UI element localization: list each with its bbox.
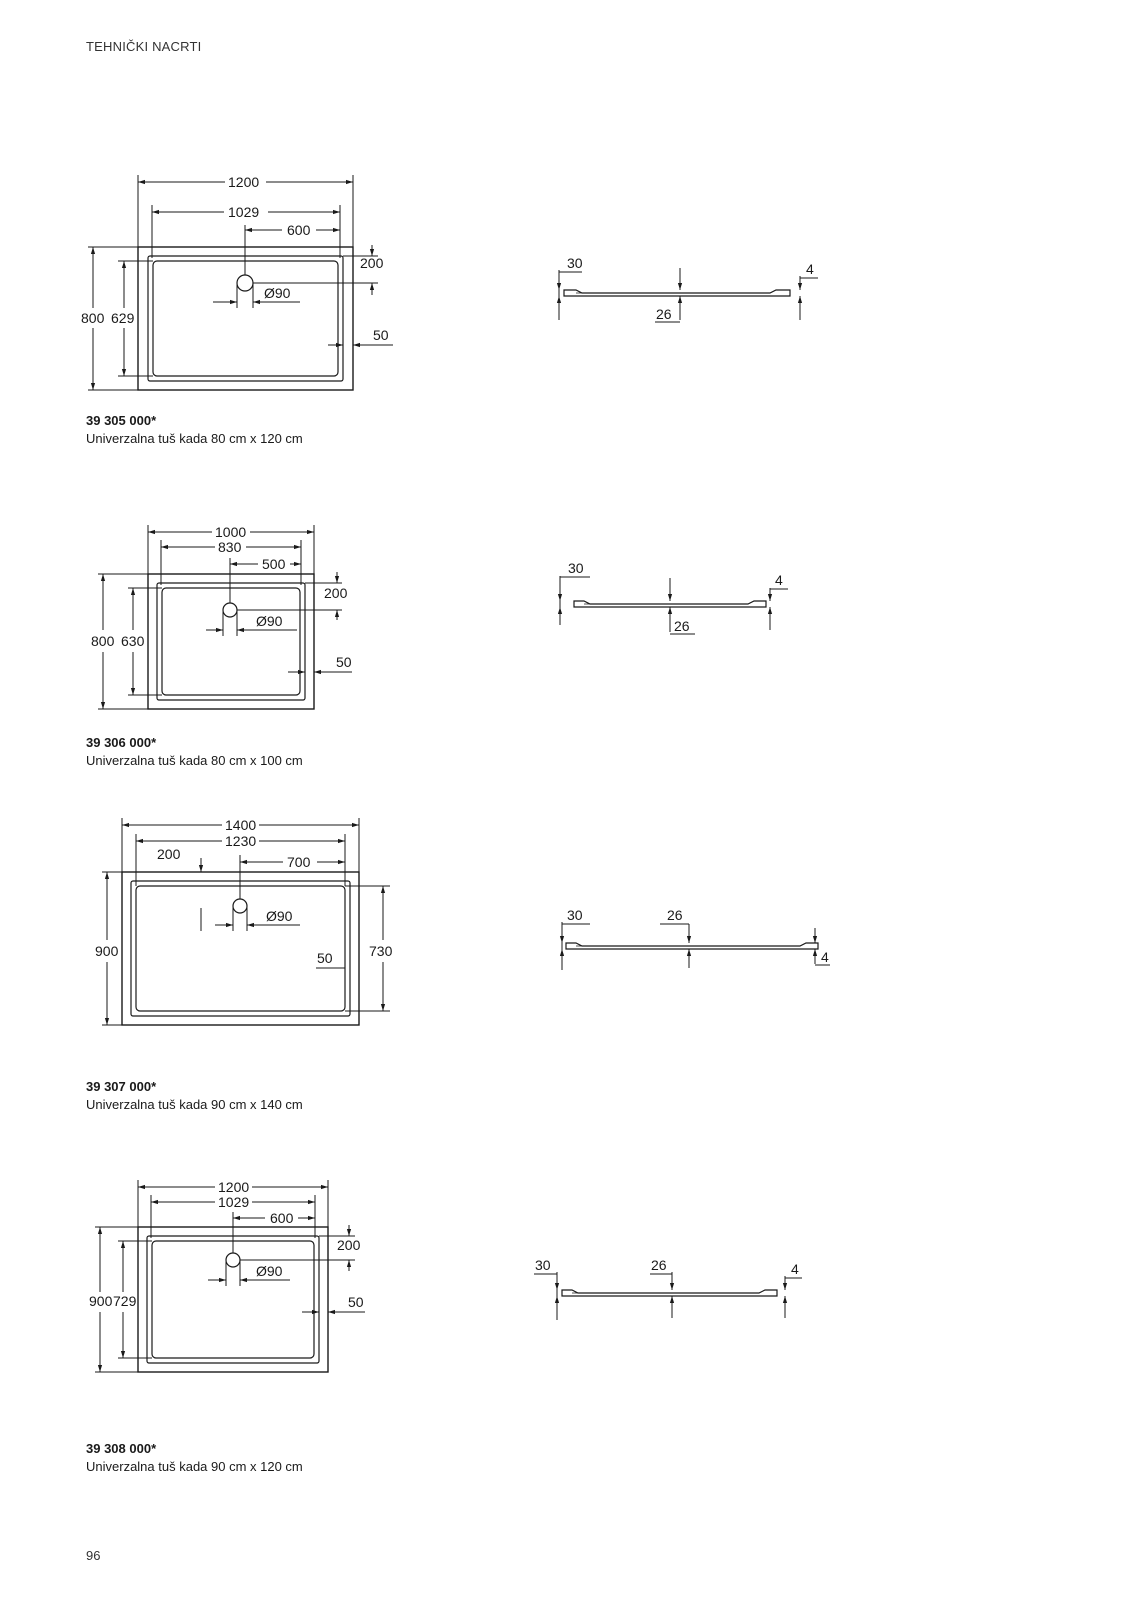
tray-inner-rim bbox=[157, 583, 305, 700]
tray-inner-rim bbox=[147, 1236, 319, 1363]
dim-rim: 50 bbox=[373, 327, 389, 343]
plan-view-39306 bbox=[91, 524, 352, 709]
dim-drain-y: 200 bbox=[360, 255, 384, 271]
dim-height: 800 bbox=[81, 310, 105, 326]
dim-width: 1200 bbox=[218, 1179, 250, 1195]
drain-hole bbox=[233, 899, 247, 913]
section-height: 30 bbox=[535, 1257, 551, 1273]
dim-drain-x: 700 bbox=[287, 854, 311, 870]
dim-drain-x: 600 bbox=[270, 1210, 294, 1226]
dim-drain-x: 600 bbox=[287, 222, 311, 238]
section-depth: 26 bbox=[674, 618, 690, 634]
dim-rim: 50 bbox=[317, 950, 333, 966]
dim-inner-height: 729 bbox=[113, 1293, 137, 1309]
section-view-39306 bbox=[560, 560, 788, 634]
section-height: 30 bbox=[568, 560, 584, 576]
section-height: 30 bbox=[567, 255, 583, 271]
product-description: Univerzalna tuš kada 80 cm x 120 cm bbox=[86, 431, 303, 446]
section-depth: 26 bbox=[667, 907, 683, 923]
drain-hole bbox=[237, 275, 253, 291]
product-code: 39 306 000* bbox=[86, 735, 157, 750]
dim-height: 900 bbox=[89, 1293, 113, 1309]
drain-hole bbox=[223, 603, 237, 617]
tray-inner-rim bbox=[131, 881, 350, 1016]
section-view-39305 bbox=[559, 255, 818, 322]
dim-inner-height: 630 bbox=[121, 633, 145, 649]
section-edge: 4 bbox=[791, 1261, 799, 1277]
tray-basin bbox=[136, 886, 345, 1011]
section-view-39308 bbox=[534, 1257, 802, 1320]
section-edge: 4 bbox=[821, 949, 829, 965]
page-header-title: TEHNIČKI NACRTI bbox=[86, 39, 202, 54]
section-height: 30 bbox=[567, 907, 583, 923]
dim-rim: 50 bbox=[348, 1294, 364, 1310]
section-edge: 4 bbox=[775, 572, 783, 588]
tray-basin bbox=[153, 261, 338, 376]
dim-drain-diameter: Ø90 bbox=[264, 285, 291, 301]
dim-drain-y: 200 bbox=[337, 1237, 361, 1253]
section-depth: 26 bbox=[651, 1257, 667, 1273]
product-code: 39 308 000* bbox=[86, 1441, 157, 1456]
dim-drain-diameter: Ø90 bbox=[256, 1263, 283, 1279]
dim-inner-width: 1029 bbox=[218, 1194, 250, 1210]
dim-inner-width: 1029 bbox=[228, 204, 260, 220]
product-code: 39 305 000* bbox=[86, 413, 157, 428]
product-code: 39 307 000* bbox=[86, 1079, 157, 1094]
plan-view-39305 bbox=[81, 174, 393, 390]
section-edge: 4 bbox=[806, 261, 814, 277]
product-caption-39308 bbox=[86, 1440, 303, 1476]
product-caption-39306 bbox=[86, 734, 303, 770]
product-description: Univerzalna tuš kada 90 cm x 140 cm bbox=[86, 1097, 303, 1112]
tray-basin bbox=[152, 1241, 314, 1358]
dim-offset: 200 bbox=[157, 846, 181, 862]
dim-rim: 50 bbox=[336, 654, 352, 670]
tray-basin bbox=[162, 588, 300, 695]
product-caption-39307 bbox=[86, 1078, 303, 1114]
section-view-39307 bbox=[562, 907, 830, 970]
plan-view-39308 bbox=[89, 1179, 365, 1372]
dim-width: 1200 bbox=[228, 174, 260, 190]
dim-inner-height: 629 bbox=[111, 310, 135, 326]
page-number: 96 bbox=[86, 1548, 101, 1563]
dim-inner-width: 830 bbox=[218, 539, 242, 555]
tray-outline bbox=[148, 574, 314, 709]
dim-inner-width: 1230 bbox=[225, 833, 257, 849]
product-description: Univerzalna tuš kada 80 cm x 100 cm bbox=[86, 753, 303, 768]
section-depth: 26 bbox=[656, 306, 672, 322]
dim-drain-diameter: Ø90 bbox=[266, 908, 293, 924]
plan-view-39307 bbox=[95, 817, 393, 1025]
dim-height: 800 bbox=[91, 633, 115, 649]
dim-drain-diameter: Ø90 bbox=[256, 613, 283, 629]
dim-drain-y: 200 bbox=[324, 585, 348, 601]
product-caption-39305 bbox=[86, 412, 303, 448]
dim-drain-x: 500 bbox=[262, 556, 286, 572]
dim-inner-height: 730 bbox=[369, 943, 393, 959]
drain-hole bbox=[226, 1253, 240, 1267]
product-description: Univerzalna tuš kada 90 cm x 120 cm bbox=[86, 1459, 303, 1474]
dim-height: 900 bbox=[95, 943, 119, 959]
dim-width: 1000 bbox=[215, 524, 247, 540]
dim-width: 1400 bbox=[225, 817, 257, 833]
